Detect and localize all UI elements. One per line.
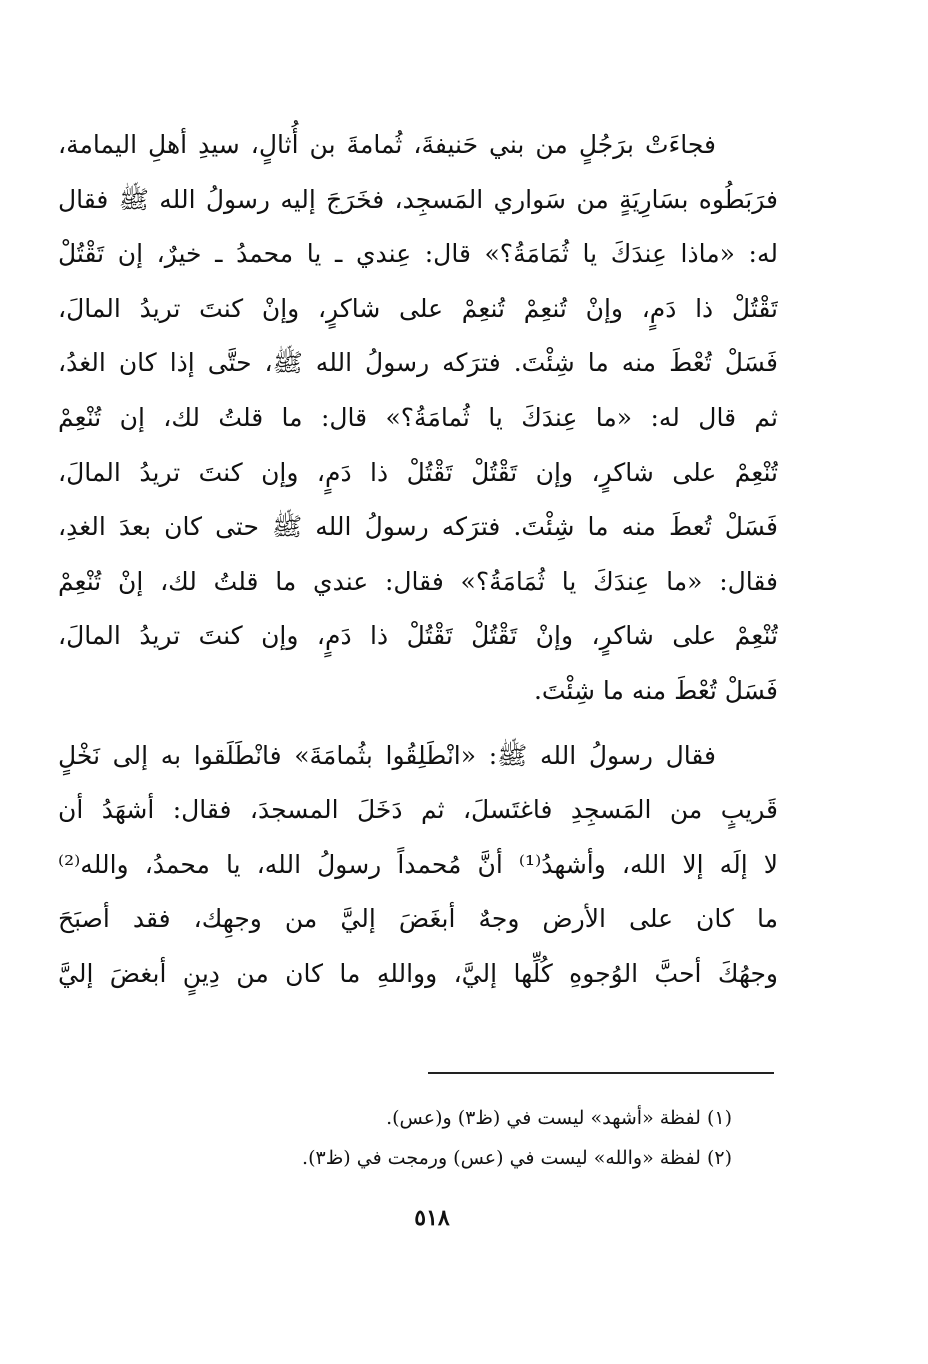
text-line: فَسَلْ تُعطَ منه ما شِئْتَ. فترَكه رسولُ الله ﷺ حتى كان بعدَ الغدِ، xyxy=(58,512,778,542)
text-line: فَسَلْ تُعْطَ منه ما شِئْتَ. فترَكه رسولُ الله ﷺ، حتَّى إذا كان الغدُ، xyxy=(58,348,778,378)
main-text xyxy=(58,118,778,1002)
footnote-separator xyxy=(428,1072,774,1074)
text-line: فرَبَطُوه بسَارِيَةٍ من سَواري المَسجِد، فخَرَجَ إليه رسولُ الله ﷺ فقال xyxy=(58,184,778,214)
paragraph-2 xyxy=(58,729,778,1002)
text-line: ثم قال له: «ما عِندَكَ يا ثُمامَةُ؟» قال: ما قلتُ لك، إن تُنْعِمْ xyxy=(58,402,778,432)
footnote-2: (٢) لفظة «والله» ليست في (عس) ورمجت في (ظ٣). xyxy=(302,1147,732,1169)
footnotes xyxy=(172,1098,732,1178)
footnote-1: (١) لفظة «أشهد» ليست في (ظ٣) و(عس). xyxy=(386,1107,732,1129)
paragraph-gap xyxy=(58,719,778,729)
text-line: قَريبٍ من المَسجِدِ فاغتَسلَ، ثم دَخَلَ المسجدَ، فقال: أشهَدُ أن xyxy=(58,795,778,825)
text-line: تَقْتُلْ ذا دَمٍ، وإنْ تُنعِمْ تُنعِمْ على شاكرٍ، وإنْ كنتَ تريدُ المالَ، xyxy=(58,293,778,323)
text-line: تُنْعِمْ على شاكرٍ، وإنْ تَقْتُلْ تَقْتُلْ ذا دَمٍ، وإن كنتَ تريدُ المالَ، xyxy=(58,621,778,651)
paragraph-1 xyxy=(58,118,778,719)
text-line: فَسَلْ تُعْطَ منه ما شِئْتَ. xyxy=(533,675,778,705)
page-number: ٥١٨ xyxy=(414,1205,450,1231)
text-line: له: «ماذا عِندَكَ يا ثُمَامَةُ؟» قال: عِندي ـ يا محمدُ ـ خيرٌ، إن تَقْتُلْ xyxy=(58,239,778,269)
text-line: ما كان على الأرض وجهٌ أبغَضَ إليَّ من وجهِك، فقد أصبَحَ xyxy=(58,904,778,934)
text-line: تُنْعِمْ على شاكرٍ، وإن تَقْتُلْ تَقْتُلْ ذا دَمٍ، وإن كنتَ تريدُ المالَ، xyxy=(58,457,778,487)
text-line: فقال رسولُ الله ﷺ: «انْطَلِقُوا بثُمامَةَ» فانْطَلَقوا به إلى نَخْلٍ xyxy=(58,740,716,770)
text-line: فجاءَتْ برَجُلٍ من بني حَنيفةَ، ثُمامةَ بن أُثالٍ، سيدِ أهلِ اليمامة، xyxy=(58,130,716,159)
text-line: وجهُكَ أحبَّ الوُجوهِ كُلِّها إليَّ، وواللهِ ما كان من دِينٍ أبغضَ إليَّ xyxy=(58,958,778,988)
text-line: فقال: «ما عِندَكَ يا ثُمَامَةُ؟» فقال: عندي ما قلتُ لك، إنْ تُنْعِمْ xyxy=(58,566,778,596)
text-line: لا إلَه إلا الله، وأشهدُ⁽¹⁾ أنَّ مُحمداً رسولُ الله، يا محمدُ، والله⁽²⁾ xyxy=(58,849,778,879)
